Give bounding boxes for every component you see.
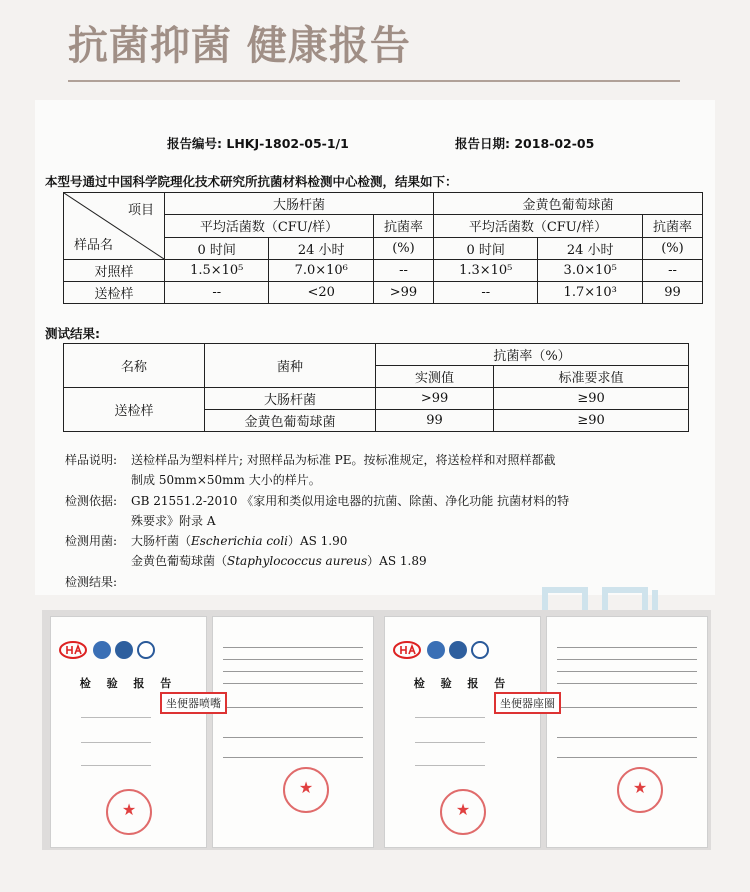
callout-label: 坐便器座圈 (494, 692, 561, 714)
strain-latin: Staphylococcus aureus (227, 554, 368, 568)
table-cell: 7.0×10⁶ (269, 260, 373, 282)
red-stamp-icon: ★ (440, 789, 486, 835)
note-text: 殊要求》附录 A (131, 514, 216, 528)
table-line (223, 683, 363, 684)
table-cell: <20 (269, 282, 373, 304)
col-header: 标准要求值 (494, 366, 689, 388)
table-cell: 大肠杆菌 (205, 388, 376, 410)
certificate-title: 检 验 报 告 (413, 677, 512, 690)
time-header: 0 时间 (165, 237, 269, 259)
table-cell: 99 (376, 410, 494, 432)
certificate-detail-page (212, 616, 374, 848)
table-line (557, 659, 697, 660)
table-cell: 1.5×10⁵ (165, 260, 269, 282)
table-row (64, 282, 703, 304)
strain-code: ）AS 1.89 (367, 554, 427, 568)
strain-latin: Escherichia coli (191, 534, 288, 548)
report-date: 报告日期: 2018-02-05 (455, 136, 595, 151)
note-label: 检测用菌: (65, 534, 118, 548)
table-line (557, 647, 697, 648)
col-header: 实测值 (376, 366, 494, 388)
note-text: 制成 50mm×50mm 大小的样片。 (131, 473, 321, 487)
group-header: 大肠杆菌 (165, 193, 434, 215)
certificate-cover (384, 616, 541, 848)
table-line (557, 757, 697, 758)
table-cell: 99 (642, 282, 702, 304)
ilac-logo-icon (449, 641, 467, 659)
table-corner (64, 193, 165, 260)
ha-logo-icon (59, 641, 87, 659)
note-label: 检测结果: (65, 575, 118, 589)
form-line (415, 765, 485, 766)
row-label: 送检样 (64, 282, 165, 304)
table-line (223, 671, 363, 672)
report-number: 报告编号: LHKJ-1802-05-1/1 (167, 136, 349, 151)
cma-logo-icon (427, 641, 445, 659)
strain-note (65, 532, 347, 549)
form-line (415, 742, 485, 743)
time-header: (%) (642, 237, 702, 259)
col-header: 抗菌率（%） (376, 344, 689, 366)
time-header: 24 小时 (538, 237, 642, 259)
time-header: (%) (373, 237, 433, 259)
form-line (415, 717, 485, 718)
ilac-logo-icon (115, 641, 133, 659)
table-cell: 3.0×10⁵ (538, 260, 642, 282)
sub-header: 抗菌率 (642, 215, 702, 237)
table-cell: -- (433, 282, 537, 304)
table-cell: -- (373, 260, 433, 282)
strain-code: ）AS 1.90 (287, 534, 348, 548)
red-stamp-icon: ★ (283, 767, 329, 813)
note-label: 样品说明: (65, 453, 118, 467)
sub-header: 抗菌率 (373, 215, 433, 237)
table-row (64, 260, 703, 282)
table-line (223, 757, 363, 758)
cnas-logo-icon (137, 641, 155, 659)
table-line (223, 647, 363, 648)
table-cell: -- (165, 282, 269, 304)
col-header: 菌种 (205, 344, 376, 388)
results-table (63, 343, 689, 432)
time-header: 0 时间 (433, 237, 537, 259)
sub-header: 平均活菌数（CFU/样） (165, 215, 374, 237)
table-line (223, 737, 363, 738)
page-title: 抗菌抑菌 健康报告 (68, 23, 411, 69)
certificate-card (376, 610, 711, 850)
cnas-logo-icon (471, 641, 489, 659)
strain-note (131, 552, 427, 569)
table-cell: >99 (373, 282, 433, 304)
certificate-title: 检 验 报 告 (79, 677, 178, 690)
table-line (557, 737, 697, 738)
table-cell: 1.7×10³ (538, 282, 642, 304)
page-header (0, 0, 750, 88)
table-line (557, 671, 697, 672)
antibacterial-table (63, 192, 703, 304)
test-report-document (35, 100, 715, 595)
sample-name: 送检样 (64, 388, 205, 432)
results-title: 测试结果: (45, 326, 100, 341)
form-line (81, 765, 151, 766)
red-stamp-icon: ★ (106, 789, 152, 835)
table-row (64, 388, 689, 410)
corner-label-bottom: 样品名 (74, 238, 114, 253)
table-cell: -- (642, 260, 702, 282)
table-cell: ≥90 (494, 410, 689, 432)
form-line (81, 742, 151, 743)
sample-note (65, 451, 556, 468)
cma-logo-icon (93, 641, 111, 659)
ha-logo-icon (393, 641, 421, 659)
note-text: 送检样品为塑料样片; 对照样品为标准 PE。按标准规定，将送检样和对照样都截 (131, 453, 556, 467)
form-line (81, 717, 151, 718)
certification-logos (59, 641, 199, 663)
strain-name: 大肠杆菌（ (131, 534, 192, 548)
certification-logos (393, 641, 533, 663)
table-cell: 1.3×10⁵ (433, 260, 537, 282)
table-line (557, 707, 697, 708)
note-text: GB 21551.2-2010 《家用和类似用途电器的抗菌、除菌、净化功能 抗菌材料的特 (131, 494, 570, 508)
corner-label-top: 项目 (127, 203, 154, 218)
row-label: 对照样 (64, 260, 165, 282)
certificate-card (42, 610, 377, 850)
table-cell: 金黄色葡萄球菌 (205, 410, 376, 432)
header-divider (68, 80, 680, 82)
strain-name: 金黄色葡萄球菌（ (131, 554, 228, 568)
sub-header: 平均活菌数（CFU/样） (433, 215, 642, 237)
certificate-detail-page (546, 616, 708, 848)
red-stamp-icon: ★ (617, 767, 663, 813)
group-header: 金黄色葡萄球菌 (433, 193, 702, 215)
report-intro: 本型号通过中国科学院理化技术研究所抗菌材料检测中心检测，结果如下： (45, 174, 458, 189)
table-line (223, 659, 363, 660)
certificate-cover (50, 616, 207, 848)
callout-label: 坐便器喷嘴 (160, 692, 227, 714)
basis-note (65, 492, 569, 509)
note-label: 检测依据: (65, 494, 118, 508)
col-header: 名称 (64, 344, 205, 388)
time-header: 24 小时 (269, 237, 373, 259)
table-line (223, 707, 363, 708)
table-line (557, 683, 697, 684)
table-cell: >99 (376, 388, 494, 410)
table-cell: ≥90 (494, 388, 689, 410)
result-note (65, 573, 131, 590)
